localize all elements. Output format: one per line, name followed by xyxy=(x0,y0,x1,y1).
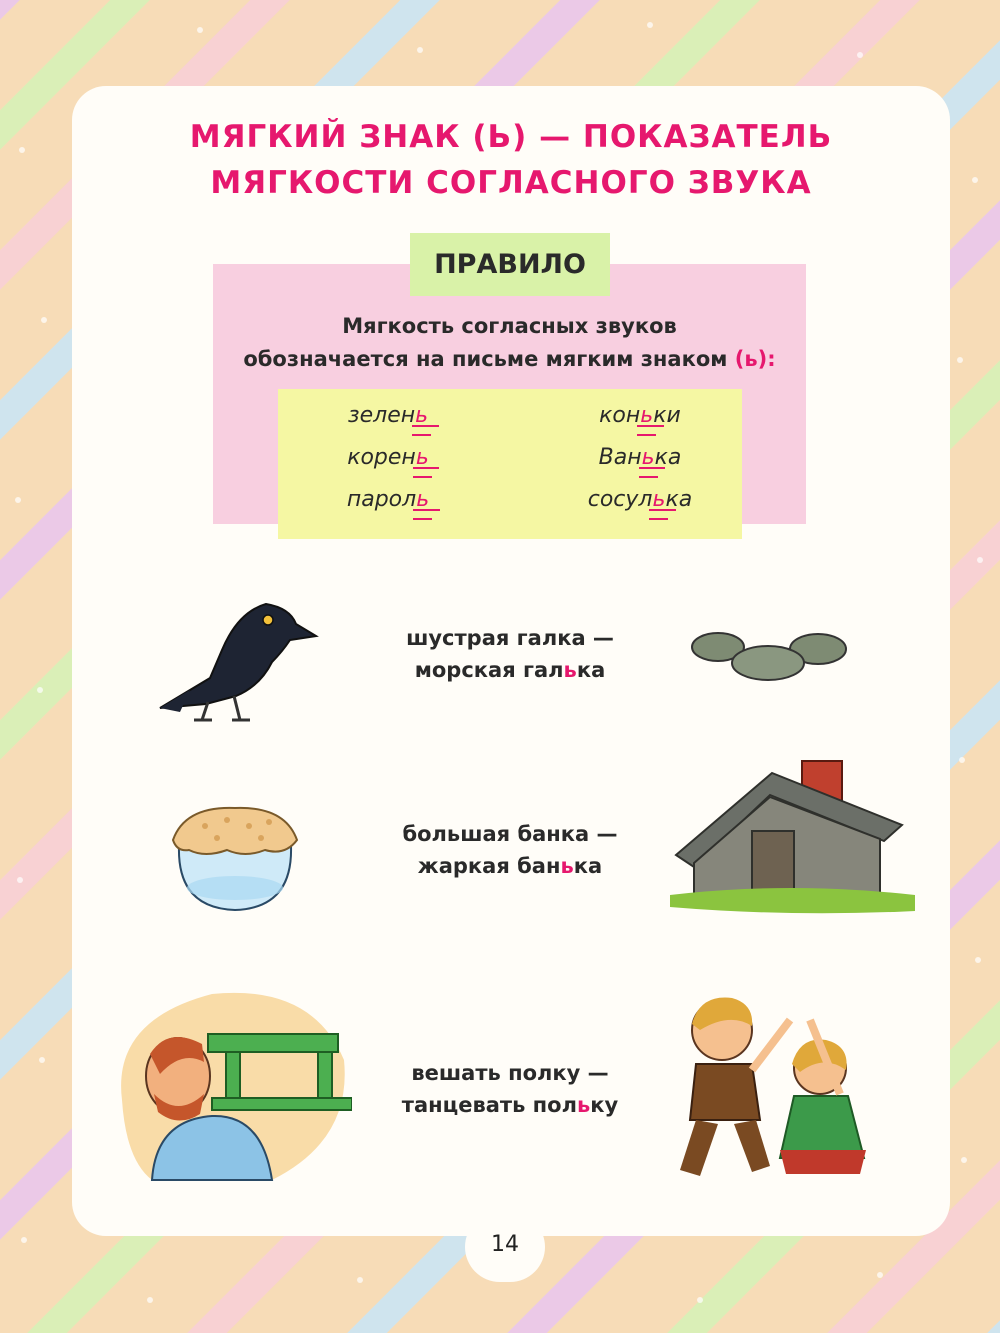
word-pair-line-2: морская галька xyxy=(414,658,606,682)
rule-text xyxy=(213,310,806,376)
page-title xyxy=(72,114,950,206)
title-line-2: МЯГКОСТИ СОГЛАСНОГО ЗВУКА xyxy=(210,165,812,201)
word-pair-3 xyxy=(360,1057,660,1121)
crow-illustration xyxy=(150,590,320,730)
example-word: Вань ка xyxy=(560,445,720,471)
soft-sign-highlight: (ь): xyxy=(734,347,776,371)
title-line-1: МЯГКИЙ ЗНАК (Ь) — ПОКАЗАТЕЛЬ xyxy=(189,119,833,155)
man-hanging-shelf-illustration xyxy=(112,990,352,1185)
example-word: пароль xyxy=(308,487,468,513)
word-pair-line-1: вешать полку — xyxy=(411,1061,609,1085)
word-pair-line-1: шустрая галка — xyxy=(406,626,614,650)
word-pair-1 xyxy=(360,622,660,686)
rule-text-line-1: Мягкость согласных звуков xyxy=(342,314,677,338)
dancing-children-illustration xyxy=(660,990,890,1190)
word-pair-line-1: большая банка — xyxy=(402,822,618,846)
examples-box xyxy=(278,389,742,539)
page-number: 14 xyxy=(491,1232,519,1257)
pebbles-illustration xyxy=(690,625,850,685)
example-word: корень xyxy=(308,445,468,471)
word-pair-line-2: жаркая банька xyxy=(417,854,603,878)
bathhouse-illustration xyxy=(670,755,915,915)
rule-text-line-2 xyxy=(213,343,806,376)
word-pair-line-2: танцевать польку xyxy=(401,1093,619,1117)
rule-text-line-2-main: обозначается на письме мягким знаком xyxy=(243,347,735,371)
example-word: конь ки xyxy=(560,403,720,429)
rule-label: ПРАВИЛО xyxy=(410,233,610,296)
example-word: сосуль ка xyxy=(560,487,720,513)
jar-illustration xyxy=(165,800,305,915)
example-word: зелень xyxy=(308,403,468,429)
word-pair-2 xyxy=(360,818,660,882)
